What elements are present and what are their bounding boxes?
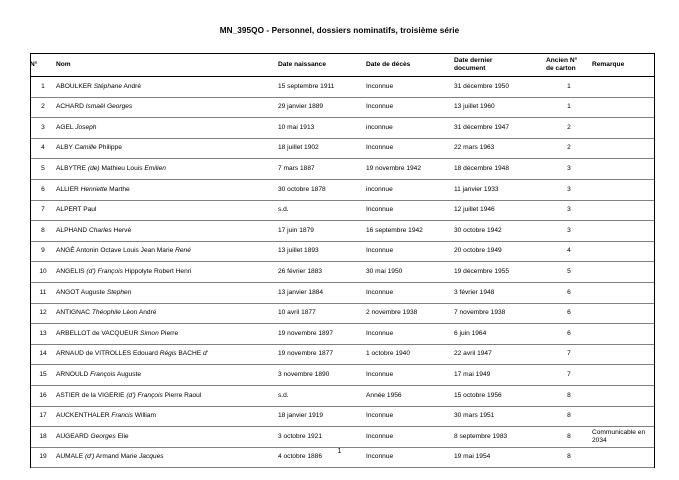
table-row: [30, 77, 655, 98]
cell-number: 5: [30, 159, 56, 180]
table-row: [30, 385, 655, 406]
cell-number: 8: [30, 221, 56, 242]
cell-name: ALPHAND Charles Hervé: [56, 221, 278, 242]
cell-number: 15: [30, 365, 56, 386]
cell-death-date: inconnue: [366, 118, 454, 139]
cell-remark: [592, 282, 655, 303]
page-number: 1: [337, 448, 342, 455]
cell-last-document-date: 31 décembre 1947: [454, 118, 546, 139]
cell-name: ARNAUD de VITROLLES Edouard Régis BACHE d': [56, 344, 278, 365]
column-header-old-box-number: [546, 54, 592, 77]
cell-last-document-date: 19 mai 1954: [454, 447, 546, 468]
table-header: [30, 54, 655, 77]
cell-birth-date: 15 septembre 1911: [278, 77, 366, 98]
cell-name: ANGOT Auguste Stephen: [56, 282, 278, 303]
table-row: [30, 221, 655, 242]
cell-remark: [592, 324, 655, 345]
cell-name: AUGEARD Georges Elie: [56, 427, 278, 448]
cell-death-date: 16 septembre 1942: [366, 221, 454, 242]
cell-old-box-number: 8: [546, 447, 592, 468]
cell-remark: [592, 200, 655, 221]
cell-number: 3: [30, 118, 56, 139]
cell-name: ALPERT Paul: [56, 200, 278, 221]
cell-name: ACHARD Ismaël Georges: [56, 97, 278, 118]
cell-remark: [592, 344, 655, 365]
cell-name: AGEL Joseph: [56, 118, 278, 139]
cell-old-box-number: 3: [546, 221, 592, 242]
cell-last-document-date: 11 janvier 1933: [454, 179, 546, 200]
table-row: [30, 159, 655, 180]
cell-death-date: 30 mai 1950: [366, 262, 454, 283]
page-title: MN_395QO - Personnel, dossiers nominatifs, troisième série: [219, 26, 460, 35]
cell-death-date: inconnue: [366, 179, 454, 200]
cell-name: ABOULKER Stéphane André: [56, 77, 278, 98]
cell-name: ARBELLOT de VACQUEUR Simon Pierre: [56, 324, 278, 345]
cell-birth-date: 19 novembre 1897: [278, 324, 366, 345]
table-right-border: [654, 53, 655, 468]
cell-number: 6: [30, 179, 56, 200]
cell-remark: [592, 241, 655, 262]
cell-number: 18: [30, 427, 56, 448]
cell-remark: [592, 77, 655, 98]
table-row: [30, 200, 655, 221]
cell-old-box-number: 1: [546, 97, 592, 118]
column-header-old-box-number-line2: de carton: [546, 65, 576, 72]
cell-old-box-number: 3: [546, 179, 592, 200]
column-header-birth-date: Date naissance: [278, 54, 366, 77]
table-row: [30, 303, 655, 324]
register-table: [30, 53, 655, 468]
cell-death-date: Inconnue: [366, 282, 454, 303]
cell-number: 9: [30, 241, 56, 262]
cell-birth-date: 18 juillet 1902: [278, 138, 366, 159]
cell-last-document-date: 30 mars 1951: [454, 406, 546, 427]
cell-last-document-date: 22 mars 1963: [454, 138, 546, 159]
cell-birth-date: 4 octobre 1886: [278, 447, 366, 468]
cell-last-document-date: 13 juillet 1960: [454, 97, 546, 118]
cell-last-document-date: 31 décembre 1950: [454, 77, 546, 98]
cell-death-date: Inconnue: [366, 447, 454, 468]
cell-death-date: 2 novembre 1938: [366, 303, 454, 324]
cell-name: ARNOULD François Auguste: [56, 365, 278, 386]
cell-death-date: 1 octobre 1940: [366, 344, 454, 365]
cell-remark: [592, 118, 655, 139]
cell-number: 16: [30, 385, 56, 406]
cell-name: ANTIGNAC Théophile Léon André: [56, 303, 278, 324]
column-header-old-box-number-line1: Ancien N°: [546, 56, 578, 64]
cell-death-date: 19 novembre 1942: [366, 159, 454, 180]
table-row: [30, 138, 655, 159]
table-body: [30, 77, 655, 468]
cell-birth-date: 19 novembre 1877: [278, 344, 366, 365]
cell-birth-date: 7 mars 1887: [278, 159, 366, 180]
cell-remark: [592, 406, 655, 427]
cell-last-document-date: 12 juillet 1946: [454, 200, 546, 221]
cell-birth-date: 17 juin 1879: [278, 221, 366, 242]
cell-number: 17: [30, 406, 56, 427]
cell-death-date: Inconnue: [366, 324, 454, 345]
cell-name: ASTIER de la VIGERIE (d') François Pierre Raoul: [56, 385, 278, 406]
cell-number: 13: [30, 324, 56, 345]
cell-death-date: Année 1956: [366, 385, 454, 406]
table-row: [30, 344, 655, 365]
cell-death-date: Inconnue: [366, 200, 454, 221]
cell-old-box-number: 4: [546, 241, 592, 262]
cell-old-box-number: 3: [546, 200, 592, 221]
cell-old-box-number: 8: [546, 406, 592, 427]
cell-last-document-date: 18 décembre 1948: [454, 159, 546, 180]
cell-old-box-number: 7: [546, 344, 592, 365]
cell-death-date: Inconnue: [366, 365, 454, 386]
cell-remark: [592, 303, 655, 324]
cell-birth-date: 29 janvier 1889: [278, 97, 366, 118]
table-header-row: [30, 54, 655, 77]
cell-number: 11: [30, 282, 56, 303]
cell-old-box-number: 8: [546, 385, 592, 406]
cell-death-date: Inconnue: [366, 241, 454, 262]
cell-birth-date: 10 mai 1913: [278, 118, 366, 139]
cell-remark: [592, 385, 655, 406]
cell-old-box-number: 7: [546, 365, 592, 386]
cell-number: 10: [30, 262, 56, 283]
cell-last-document-date: 19 décembre 1955: [454, 262, 546, 283]
cell-name: ALBYTRE (de) Mathieu Louis Emilien: [56, 159, 278, 180]
cell-name: ANGÉ Antonin Octave Louis Jean Marie René: [56, 241, 278, 262]
cell-birth-date: 18 janvier 1919: [278, 406, 366, 427]
cell-birth-date: 3 novembre 1890: [278, 365, 366, 386]
cell-number: 2: [30, 97, 56, 118]
cell-remark: [592, 159, 655, 180]
cell-last-document-date: 17 mai 1949: [454, 365, 546, 386]
table-row: [30, 427, 655, 448]
cell-birth-date: 26 février 1883: [278, 262, 366, 283]
cell-last-document-date: 6 juin 1964: [454, 324, 546, 345]
cell-number: 19: [30, 447, 56, 468]
cell-old-box-number: 2: [546, 138, 592, 159]
column-header-name: Nom: [56, 54, 278, 77]
cell-remark: Communicable en 2034: [592, 427, 655, 448]
column-header-last-document-date-line1: Date dernier: [454, 56, 493, 64]
cell-death-date: Inconnue: [366, 97, 454, 118]
register-table-wrap: [30, 53, 655, 468]
cell-number: 1: [30, 77, 56, 98]
cell-last-document-date: 8 septembre 1983: [454, 427, 546, 448]
cell-number: 12: [30, 303, 56, 324]
table-row: [30, 262, 655, 283]
cell-old-box-number: 2: [546, 118, 592, 139]
cell-birth-date: 13 janvier 1884: [278, 282, 366, 303]
cell-old-box-number: 6: [546, 303, 592, 324]
cell-old-box-number: 5: [546, 262, 592, 283]
cell-death-date: Inconnue: [366, 77, 454, 98]
table-row: [30, 282, 655, 303]
cell-remark: [592, 365, 655, 386]
cell-old-box-number: 8: [546, 427, 592, 448]
table-row: [30, 324, 655, 345]
cell-remark: [592, 97, 655, 118]
column-header-last-document-date-line2: document: [454, 65, 486, 72]
cell-remark: [592, 179, 655, 200]
cell-number: 7: [30, 200, 56, 221]
cell-old-box-number: 3: [546, 159, 592, 180]
column-header-number: N°: [30, 54, 56, 77]
cell-name: AUCKENTHALER Francis William: [56, 406, 278, 427]
cell-remark: [592, 262, 655, 283]
cell-death-date: Inconnue: [366, 138, 454, 159]
cell-birth-date: 13 juillet 1893: [278, 241, 366, 262]
cell-last-document-date: 22 avril 1947: [454, 344, 546, 365]
cell-birth-date: 3 octobre 1921: [278, 427, 366, 448]
cell-birth-date: 10 avril 1877: [278, 303, 366, 324]
cell-death-date: Inconnue: [366, 427, 454, 448]
table-row: [30, 406, 655, 427]
cell-name: ALBY Camille Philippe: [56, 138, 278, 159]
cell-remark: [592, 138, 655, 159]
cell-old-box-number: 1: [546, 77, 592, 98]
cell-last-document-date: 20 octobre 1949: [454, 241, 546, 262]
table-row: [30, 365, 655, 386]
cell-last-document-date: 3 février 1948: [454, 282, 546, 303]
table-row: [30, 97, 655, 118]
cell-name: ANGELIS (d') François Hippolyte Robert Henri: [56, 262, 278, 283]
cell-last-document-date: 7 novembre 1938: [454, 303, 546, 324]
cell-last-document-date: 30 octobre 1942: [454, 221, 546, 242]
table-row: [30, 179, 655, 200]
cell-number: 14: [30, 344, 56, 365]
cell-name: AUMALE (d') Armand Marie Jacques: [56, 447, 278, 468]
table-row: [30, 241, 655, 262]
cell-death-date: Inconnue: [366, 406, 454, 427]
column-header-last-document-date: [454, 54, 546, 77]
column-header-death-date: Date de décès: [366, 54, 454, 77]
cell-old-box-number: 6: [546, 324, 592, 345]
cell-number: 4: [30, 138, 56, 159]
cell-name: ALLIER Henriette Marthe: [56, 179, 278, 200]
column-header-remark: Remarque: [592, 54, 655, 77]
cell-birth-date: 30 octobre 1878: [278, 179, 366, 200]
cell-old-box-number: 6: [546, 282, 592, 303]
cell-birth-date: s.d.: [278, 385, 366, 406]
table-row: [30, 118, 655, 139]
cell-last-document-date: 15 octobre 1956: [454, 385, 546, 406]
cell-birth-date: s.d.: [278, 200, 366, 221]
table-left-border: [30, 53, 31, 468]
cell-remark: [592, 221, 655, 242]
